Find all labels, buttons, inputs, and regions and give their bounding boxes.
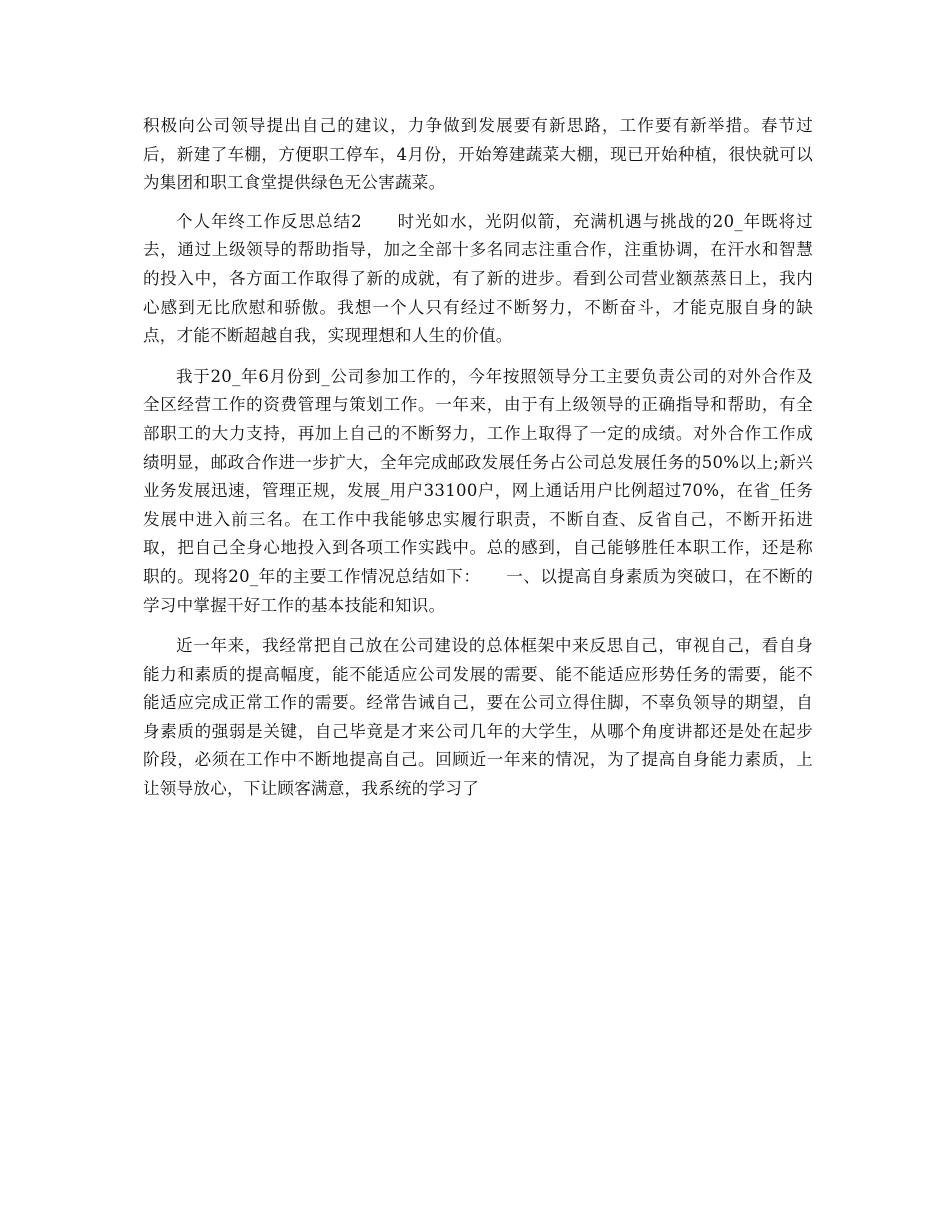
paragraph-1: 积极向公司领导提出自己的建议，力争做到发展要有新思路，工作要有新举措。春节过后，新建了车棚，方便职工停车，4月份，开始筹建蔬菜大棚，现已开始种植，很快就可以为集团和职工食堂提供绿色无公害蔬菜。 bbox=[143, 116, 813, 193]
paragraph-4: 近一年来，我经常把自己放在公司建设的总体框架中来反思自己，审视自己，看自身能力和素质的提高幅度，能不能适应公司发展的需要、能不能适应形势任务的需要，能不能适应完成正常工作的需要。经常告诫自己，要在公司立得住脚，不辜负领导的期望，自身素质的强弱是关键，自己毕竟是才来公司几年的大学生，从哪个角度讲都还是处在起步阶段，必须在工作中不断地提高自己。回顾近一年来的情况，为了提高自身能力素质，上让领导放心，下让顾客满意，我系统的学习了 bbox=[143, 636, 813, 799]
paragraph-2: 个人年终工作反思总结2 时光如水，光阴似箭，充满机遇与挑战的20_年既将过去，通过上级领导的帮助指导，加之全部十多名同志注重合作，注重协调，在汗水和智慧的投入中，各方面工作取得了新的成就，有了新的进步。看到公司营业额蒸蒸日上，我内心感到无比欣慰和骄傲。我想一个人只有经过不断努力，不断奋斗，才能克服自身的缺点，才能不断超越自我，实现理想和人生的价值。 bbox=[143, 211, 813, 346]
document-body bbox=[143, 112, 813, 804]
paragraph-3: 我于20_年6月份到_公司参加工作的，今年按照领导分工主要负责公司的对外合作及全区经营工作的资费管理与策划工作。一年来，由于有上级领导的正确指导和帮助，有全部职工的大力支持，再加上自己的不断努力，工作上取得了一定的成绩。对外合作工作成绩明显，邮政合作进一步扩大，全年完成邮政发展任务占公司总发展任务的50%以上;新兴业务发展迅速，管理正规，发展_用户33100户，网上通话用户比例超过70%，在省_任务发展中进入前三名。在工作中我能够忠实履行职责，不断自查、反省自己，不断开拓进取，把自己全身心地投入到各项工作实践中。总的感到，自己能够胜任本职工作，还是称职的。现将20_年的主要工作情况总结如下： 一、以提高自身素质为突破口，在不断的学习中掌握干好工作的基本技能和知识。 bbox=[143, 366, 813, 615]
